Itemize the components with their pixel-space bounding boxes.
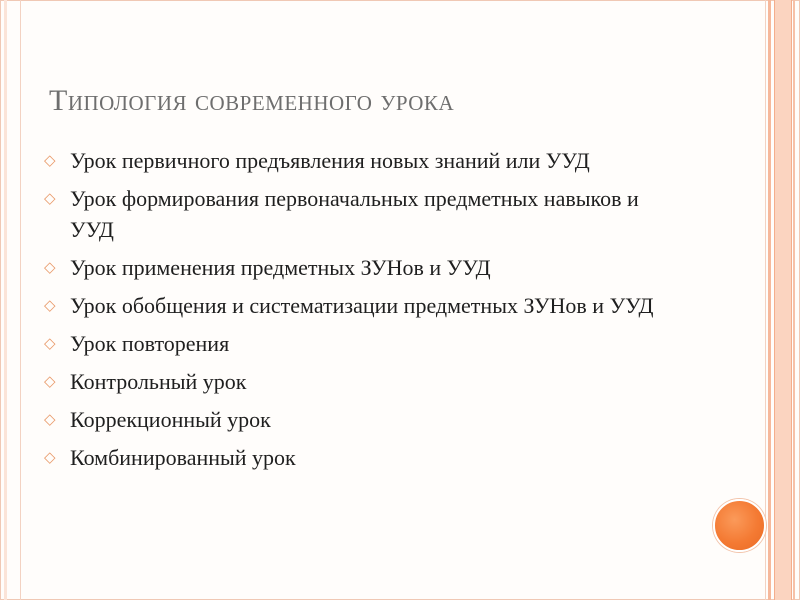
right-decor-band [774, 0, 792, 600]
diamond-bullet-icon: ◇ [44, 372, 56, 390]
list-item-text: Урок первичного предъявления новых знаний или УУД [70, 148, 590, 173]
right-band-stripe-outer [793, 0, 795, 600]
list-item-text: Урок повторения [70, 331, 230, 356]
bullet-list [44, 145, 664, 480]
diamond-bullet-icon: ◇ [44, 151, 56, 169]
list-item [44, 252, 664, 283]
diamond-bullet-icon: ◇ [44, 189, 56, 207]
list-item [44, 183, 664, 245]
list-item-text: Урок обобщения и систематизации предметных ЗУНов и УУД [70, 293, 654, 318]
list-item-text: Контрольный урок [70, 369, 247, 394]
list-item [44, 145, 664, 176]
list-item [44, 328, 664, 359]
list-item [44, 442, 664, 473]
left-decor-strip [4, 0, 7, 600]
list-item [44, 290, 664, 321]
list-item-text: Урок применения предметных ЗУНов и УУД [70, 255, 491, 280]
right-band-stripe [768, 0, 771, 600]
list-item [44, 404, 664, 435]
orange-circle-ornament [713, 499, 766, 552]
list-item-text: Комбинированный урок [70, 445, 296, 470]
diamond-bullet-icon: ◇ [44, 410, 56, 428]
list-item [44, 366, 664, 397]
slide-title: Типология современного урока [49, 84, 455, 117]
diamond-bullet-icon: ◇ [44, 334, 56, 352]
diamond-bullet-icon: ◇ [44, 296, 56, 314]
list-item-text: Урок формирования первоначальных предметных навыков и УУД [70, 186, 639, 242]
diamond-bullet-icon: ◇ [44, 258, 56, 276]
diamond-bullet-icon: ◇ [44, 448, 56, 466]
list-item-text: Коррекционный урок [70, 407, 271, 432]
